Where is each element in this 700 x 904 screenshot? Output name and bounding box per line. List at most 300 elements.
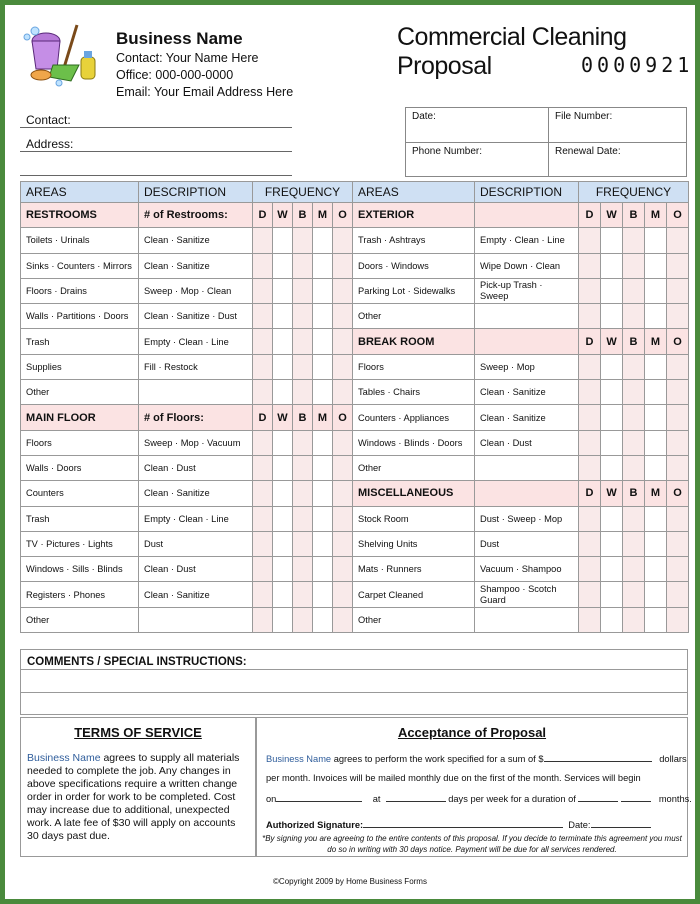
frequency-checkbox[interactable] — [253, 430, 273, 455]
description-cell: Clean · Dust — [139, 557, 253, 582]
table-row — [21, 430, 689, 455]
frequency-checkbox[interactable] — [273, 278, 293, 303]
header-frequency: FREQUENCY — [579, 182, 689, 203]
description-cell: Clean · Sanitize — [139, 582, 253, 607]
frequency-checkbox[interactable] — [293, 278, 313, 303]
description-cell — [475, 455, 579, 480]
frequency-checkbox[interactable] — [601, 506, 623, 531]
frequency-checkbox[interactable] — [667, 253, 689, 278]
terms-title: TERMS OF SERVICE — [74, 725, 202, 740]
frequency-checkbox[interactable] — [667, 354, 689, 379]
frequency-checkbox[interactable] — [313, 481, 333, 506]
terms-business-name: Business Name — [27, 752, 101, 764]
copyright: ©Copyright 2009 by Home Business Forms — [273, 877, 427, 886]
description-cell: Empty · Clean · Line — [139, 506, 253, 531]
frequency-checkbox[interactable] — [333, 380, 353, 405]
table-row — [21, 481, 689, 506]
frequency-checkbox[interactable] — [313, 329, 333, 354]
frequency-checkbox[interactable] — [645, 531, 667, 556]
frequency-checkbox[interactable] — [645, 607, 667, 632]
phone-number-field[interactable]: Phone Number: — [412, 146, 483, 157]
cleaning-schedule-table — [20, 181, 689, 633]
table-row — [21, 531, 689, 556]
frequency-checkbox[interactable] — [579, 607, 601, 632]
comments-title: COMMENTS / SPECIAL INSTRUCTIONS: — [21, 650, 687, 670]
area-cell: Other — [353, 607, 475, 632]
area-cell: Other — [21, 607, 139, 632]
area-cell: Supplies — [21, 354, 139, 379]
frequency-checkbox[interactable] — [293, 531, 313, 556]
frequency-checkbox[interactable] — [667, 304, 689, 329]
frequency-checkbox[interactable] — [293, 329, 313, 354]
frequency-checkbox[interactable] — [313, 354, 333, 379]
frequency-checkbox[interactable] — [333, 304, 353, 329]
frequency-checkbox[interactable] — [313, 253, 333, 278]
area-cell: Other — [21, 380, 139, 405]
frequency-checkbox[interactable] — [601, 455, 623, 480]
section-count[interactable] — [475, 481, 579, 506]
frequency-letter: O — [667, 329, 689, 354]
description-cell: Clean · Sanitize — [475, 405, 579, 430]
frequency-checkbox[interactable] — [253, 481, 273, 506]
area-cell: Toilets · Urinals — [21, 228, 139, 253]
frequency-checkbox[interactable] — [333, 253, 353, 278]
frequency-letter: D — [579, 329, 601, 354]
frequency-checkbox[interactable] — [601, 380, 623, 405]
area-cell: Shelving Units — [353, 531, 475, 556]
frequency-checkbox[interactable] — [623, 531, 645, 556]
terms-of-service — [20, 717, 256, 857]
frequency-checkbox[interactable] — [313, 228, 333, 253]
description-cell: Empty · Clean · Line — [475, 228, 579, 253]
section-count[interactable]: # of Restrooms: — [139, 203, 253, 228]
frequency-letter: D — [579, 481, 601, 506]
description-cell: Clean · Dust — [139, 455, 253, 480]
frequency-checkbox[interactable] — [273, 354, 293, 379]
frequency-checkbox[interactable] — [273, 455, 293, 480]
frequency-checkbox[interactable] — [293, 506, 313, 531]
frequency-checkbox[interactable] — [623, 253, 645, 278]
frequency-checkbox[interactable] — [253, 455, 273, 480]
frequency-checkbox[interactable] — [313, 430, 333, 455]
start-date-field[interactable] — [276, 793, 362, 802]
description-cell: Clean · Sanitize — [139, 228, 253, 253]
frequency-checkbox[interactable] — [601, 354, 623, 379]
area-cell: Registers · Phones — [21, 582, 139, 607]
frequency-checkbox[interactable] — [293, 481, 313, 506]
frequency-checkbox[interactable] — [645, 380, 667, 405]
description-cell: Clean · Dust — [475, 430, 579, 455]
frequency-checkbox[interactable] — [273, 304, 293, 329]
frequency-letter: M — [645, 481, 667, 506]
frequency-checkbox[interactable] — [667, 582, 689, 607]
frequency-checkbox[interactable] — [579, 506, 601, 531]
acceptance-note: *By signing you are agreeing to the entire contents of this proposal. If you decide to terminate this agreement you must do so in writing with 30 days notice. Payment will be due for all services rendered. — [262, 834, 682, 854]
frequency-checkbox[interactable] — [333, 607, 353, 632]
frequency-checkbox[interactable] — [667, 506, 689, 531]
area-cell: Sinks · Counters · Mirrors — [21, 253, 139, 278]
frequency-checkbox[interactable] — [601, 607, 623, 632]
frequency-checkbox[interactable] — [667, 380, 689, 405]
frequency-checkbox[interactable] — [623, 354, 645, 379]
frequency-checkbox[interactable] — [273, 253, 293, 278]
frequency-checkbox[interactable] — [333, 354, 353, 379]
table-row — [21, 253, 689, 278]
frequency-checkbox[interactable] — [601, 405, 623, 430]
address-field-label: Address: — [26, 137, 74, 151]
frequency-letter: B — [293, 405, 313, 430]
frequency-checkbox[interactable] — [645, 455, 667, 480]
table-row — [21, 557, 689, 582]
business-name: Business Name — [116, 29, 243, 48]
area-cell: Counters · Appliances — [353, 405, 475, 430]
area-cell: TV · Pictures · Lights — [21, 531, 139, 556]
area-cell: Floors — [353, 354, 475, 379]
cleaning-supplies-logo — [19, 21, 105, 91]
frequency-checkbox[interactable] — [645, 430, 667, 455]
frequency-letter: D — [253, 203, 273, 228]
frequency-checkbox[interactable] — [601, 253, 623, 278]
frequency-checkbox[interactable] — [667, 430, 689, 455]
frequency-checkbox[interactable] — [333, 278, 353, 303]
frequency-checkbox[interactable] — [293, 582, 313, 607]
signature-line: Authorized Signature: Date: — [266, 819, 651, 830]
table-row — [21, 304, 689, 329]
terms-body: Business Name agrees to supply all materials needed to complete the job. Any changes in above specifications require a written change order in order for work to be completed. Cost may increase due to additional, unexpected work. A late fee of $30 will apply on accounts 30 days past due. — [27, 752, 240, 842]
frequency-letter: O — [333, 203, 353, 228]
email-line: Email: Your Email Address Here — [116, 85, 294, 99]
frequency-checkbox[interactable] — [293, 557, 313, 582]
frequency-checkbox[interactable] — [273, 481, 293, 506]
frequency-letter: M — [645, 329, 667, 354]
description-cell: Clean · Sanitize — [139, 481, 253, 506]
frequency-checkbox[interactable] — [579, 405, 601, 430]
frequency-checkbox[interactable] — [623, 430, 645, 455]
table-row — [21, 405, 689, 430]
area-cell: Counters — [21, 481, 139, 506]
info-box — [405, 107, 687, 177]
frequency-checkbox[interactable] — [253, 329, 273, 354]
frequency-checkbox[interactable] — [579, 531, 601, 556]
description-cell: Wipe Down · Clean — [475, 253, 579, 278]
office-line: Office: 000-000-0000 — [116, 68, 234, 82]
table-row — [21, 380, 689, 405]
area-cell: Trash — [21, 329, 139, 354]
contact-line: Contact: Your Name Here — [116, 51, 259, 65]
header-description: DESCRIPTION — [139, 182, 253, 203]
frequency-checkbox[interactable] — [645, 228, 667, 253]
frequency-checkbox[interactable] — [313, 455, 333, 480]
frequency-letter: W — [601, 203, 623, 228]
contact-field[interactable] — [20, 127, 292, 128]
section-title: MISCELLANEOUS — [353, 481, 475, 506]
frequency-checkbox[interactable] — [623, 557, 645, 582]
acceptance-of-proposal — [256, 717, 692, 857]
frequency-checkbox[interactable] — [667, 455, 689, 480]
frequency-checkbox[interactable] — [273, 329, 293, 354]
frequency-letter: D — [253, 405, 273, 430]
area-cell: Other — [353, 455, 475, 480]
frequency-letter: B — [623, 203, 645, 228]
table-row — [21, 506, 689, 531]
table-row — [21, 329, 689, 354]
frequency-checkbox[interactable] — [253, 304, 273, 329]
frequency-checkbox[interactable] — [253, 228, 273, 253]
frequency-checkbox[interactable] — [623, 380, 645, 405]
file-number-field[interactable]: File Number: — [555, 111, 613, 122]
frequency-checkbox[interactable] — [667, 405, 689, 430]
description-cell: Vacuum · Shampoo — [475, 557, 579, 582]
frequency-checkbox[interactable] — [313, 607, 333, 632]
frequency-letter: O — [667, 481, 689, 506]
frequency-checkbox[interactable] — [579, 455, 601, 480]
acceptance-title: Acceptance of Proposal — [397, 725, 547, 740]
frequency-checkbox[interactable] — [601, 278, 623, 303]
frequency-checkbox[interactable] — [273, 607, 293, 632]
frequency-checkbox[interactable] — [293, 607, 313, 632]
area-cell: Floors — [21, 430, 139, 455]
frequency-checkbox[interactable] — [273, 380, 293, 405]
frequency-checkbox[interactable] — [253, 607, 273, 632]
frequency-checkbox[interactable] — [253, 354, 273, 379]
frequency-letter: W — [601, 481, 623, 506]
frequency-checkbox[interactable] — [601, 557, 623, 582]
frequency-checkbox[interactable] — [623, 607, 645, 632]
area-cell: Mats · Runners — [353, 557, 475, 582]
acceptance-line-1: Business Name agrees to perform the work specified for a sum of $ dollars — [266, 754, 687, 764]
header-areas: AREAS — [353, 182, 475, 203]
frequency-checkbox[interactable] — [601, 531, 623, 556]
description-cell: Dust — [139, 531, 253, 556]
duration-field[interactable] — [578, 793, 618, 802]
frequency-checkbox[interactable] — [579, 253, 601, 278]
frequency-checkbox[interactable] — [667, 607, 689, 632]
frequency-checkbox[interactable] — [273, 228, 293, 253]
description-cell: Sweep · Mop · Vacuum — [139, 430, 253, 455]
frequency-checkbox[interactable] — [333, 506, 353, 531]
frequency-checkbox[interactable] — [333, 557, 353, 582]
header-description: DESCRIPTION — [475, 182, 579, 203]
frequency-checkbox[interactable] — [623, 304, 645, 329]
area-cell: Trash · Ashtrays — [353, 228, 475, 253]
frequency-letter: W — [273, 405, 293, 430]
frequency-checkbox[interactable] — [667, 278, 689, 303]
frequency-checkbox[interactable] — [253, 531, 273, 556]
frequency-checkbox[interactable] — [579, 278, 601, 303]
description-cell — [475, 304, 579, 329]
frequency-checkbox[interactable] — [333, 329, 353, 354]
frequency-letter: B — [623, 481, 645, 506]
frequency-checkbox[interactable] — [645, 253, 667, 278]
description-cell: Sweep · Mop · Clean — [139, 278, 253, 303]
frequency-checkbox[interactable] — [645, 582, 667, 607]
section-count[interactable] — [475, 203, 579, 228]
contact-field-label: Contact: — [26, 113, 71, 127]
section-title: RESTROOMS — [21, 203, 139, 228]
frequency-checkbox[interactable] — [623, 228, 645, 253]
table-row — [21, 228, 689, 253]
frequency-checkbox[interactable] — [579, 582, 601, 607]
frequency-checkbox[interactable] — [313, 304, 333, 329]
frequency-checkbox[interactable] — [253, 582, 273, 607]
frequency-checkbox[interactable] — [313, 531, 333, 556]
area-cell: Tables · Chairs — [353, 380, 475, 405]
frequency-checkbox[interactable] — [293, 354, 313, 379]
proposal-number: 0000921 — [581, 53, 694, 77]
area-cell: Walls · Partitions · Doors — [21, 304, 139, 329]
description-cell: Clean · Sanitize · Dust — [139, 304, 253, 329]
description-cell: Dust · Sweep · Mop — [475, 506, 579, 531]
frequency-checkbox[interactable] — [333, 430, 353, 455]
table-row — [21, 455, 689, 480]
frequency-checkbox[interactable] — [253, 253, 273, 278]
acceptance-line-3: on at days per week for a duration of months. — [266, 794, 692, 804]
frequency-checkbox[interactable] — [645, 354, 667, 379]
signature-date-field[interactable] — [591, 819, 651, 828]
frequency-letter: O — [667, 203, 689, 228]
frequency-letter: B — [293, 203, 313, 228]
frequency-letter: B — [623, 329, 645, 354]
frequency-checkbox[interactable] — [601, 582, 623, 607]
frequency-checkbox[interactable] — [601, 430, 623, 455]
frequency-checkbox[interactable] — [623, 455, 645, 480]
description-cell: Empty · Clean · Line — [139, 329, 253, 354]
frequency-checkbox[interactable] — [645, 506, 667, 531]
area-cell: Parking Lot · Sidewalks — [353, 278, 475, 303]
frequency-checkbox[interactable] — [313, 278, 333, 303]
frequency-checkbox[interactable] — [333, 455, 353, 480]
description-cell: Sweep · Mop — [475, 354, 579, 379]
frequency-checkbox[interactable] — [313, 506, 333, 531]
description-cell: Dust — [475, 531, 579, 556]
frequency-checkbox[interactable] — [313, 380, 333, 405]
section-title: MAIN FLOOR — [21, 405, 139, 430]
frequency-checkbox[interactable] — [293, 228, 313, 253]
frequency-checkbox[interactable] — [579, 430, 601, 455]
table-header-row — [21, 182, 689, 203]
frequency-checkbox[interactable] — [645, 278, 667, 303]
area-cell: Floors · Drains — [21, 278, 139, 303]
frequency-checkbox[interactable] — [623, 582, 645, 607]
frequency-checkbox[interactable] — [273, 582, 293, 607]
frequency-checkbox[interactable] — [293, 430, 313, 455]
description-cell: Pick-up Trash · Sweep — [475, 278, 579, 303]
address-field-line2[interactable] — [20, 175, 292, 176]
header-frequency: FREQUENCY — [253, 182, 353, 203]
table-row — [21, 354, 689, 379]
frequency-checkbox[interactable] — [273, 531, 293, 556]
description-cell: Clean · Sanitize — [475, 380, 579, 405]
document-title: Commercial Cleaning Proposal — [397, 23, 627, 80]
section-count[interactable]: # of Floors: — [139, 405, 253, 430]
frequency-checkbox[interactable] — [579, 228, 601, 253]
frequency-letter: O — [333, 405, 353, 430]
area-cell: Trash — [21, 506, 139, 531]
frequency-checkbox[interactable] — [293, 380, 313, 405]
renewal-date-field[interactable]: Renewal Date: — [555, 146, 621, 157]
frequency-checkbox[interactable] — [333, 582, 353, 607]
frequency-checkbox[interactable] — [333, 531, 353, 556]
proposal-form — [5, 5, 695, 899]
signature-field[interactable] — [363, 819, 563, 828]
frequency-checkbox[interactable] — [667, 531, 689, 556]
frequency-letter: D — [579, 203, 601, 228]
frequency-checkbox[interactable] — [293, 455, 313, 480]
frequency-checkbox[interactable] — [601, 228, 623, 253]
description-cell: Shampoo · Scotch Guard — [475, 582, 579, 607]
frequency-checkbox[interactable] — [273, 430, 293, 455]
acceptance-line-2: per month. Invoices will be mailed monthly due on the first of the month. Services will begin — [266, 773, 641, 783]
description-cell — [475, 607, 579, 632]
frequency-checkbox[interactable] — [333, 481, 353, 506]
frequency-checkbox[interactable] — [645, 405, 667, 430]
frequency-checkbox[interactable] — [623, 278, 645, 303]
frequency-letter: W — [601, 329, 623, 354]
header-areas: AREAS — [21, 182, 139, 203]
frequency-checkbox[interactable] — [273, 557, 293, 582]
frequency-checkbox[interactable] — [253, 380, 273, 405]
area-cell: Other — [353, 304, 475, 329]
frequency-checkbox[interactable] — [645, 557, 667, 582]
date-field[interactable]: Date: — [412, 111, 436, 122]
days-field[interactable] — [386, 793, 446, 802]
frequency-checkbox[interactable] — [579, 354, 601, 379]
description-cell — [139, 607, 253, 632]
frequency-checkbox[interactable] — [579, 557, 601, 582]
frequency-checkbox[interactable] — [579, 304, 601, 329]
frequency-checkbox[interactable] — [333, 228, 353, 253]
table-row — [21, 278, 689, 303]
description-cell: Clean · Sanitize — [139, 253, 253, 278]
frequency-checkbox[interactable] — [273, 506, 293, 531]
frequency-checkbox[interactable] — [667, 228, 689, 253]
frequency-checkbox[interactable] — [313, 582, 333, 607]
area-cell: Doors · Windows — [353, 253, 475, 278]
sum-field[interactable] — [544, 753, 652, 762]
frequency-checkbox[interactable] — [623, 405, 645, 430]
area-cell: Walls · Doors — [21, 455, 139, 480]
area-cell: Carpet Cleaned — [353, 582, 475, 607]
frequency-checkbox[interactable] — [667, 557, 689, 582]
frequency-checkbox[interactable] — [253, 506, 273, 531]
area-cell: Windows · Sills · Blinds — [21, 557, 139, 582]
frequency-checkbox[interactable] — [623, 506, 645, 531]
frequency-letter: M — [313, 203, 333, 228]
frequency-checkbox[interactable] — [313, 557, 333, 582]
frequency-checkbox[interactable] — [253, 557, 273, 582]
address-field-line1[interactable] — [20, 151, 292, 152]
description-cell: Fill · Restock — [139, 354, 253, 379]
frequency-checkbox[interactable] — [601, 304, 623, 329]
frequency-checkbox[interactable] — [293, 304, 313, 329]
area-cell: Windows · Blinds · Doors — [353, 430, 475, 455]
frequency-letter: W — [273, 203, 293, 228]
area-cell: Stock Room — [353, 506, 475, 531]
frequency-checkbox[interactable] — [253, 278, 273, 303]
table-row — [21, 582, 689, 607]
frequency-checkbox[interactable] — [579, 380, 601, 405]
frequency-checkbox[interactable] — [293, 253, 313, 278]
frequency-letter: M — [313, 405, 333, 430]
section-title: EXTERIOR — [353, 203, 475, 228]
section-title: BREAK ROOM — [353, 329, 475, 354]
section-count[interactable] — [475, 329, 579, 354]
table-row — [21, 607, 689, 632]
frequency-letter: M — [645, 203, 667, 228]
table-row — [21, 203, 689, 228]
frequency-checkbox[interactable] — [645, 304, 667, 329]
comments-box[interactable] — [20, 649, 688, 715]
